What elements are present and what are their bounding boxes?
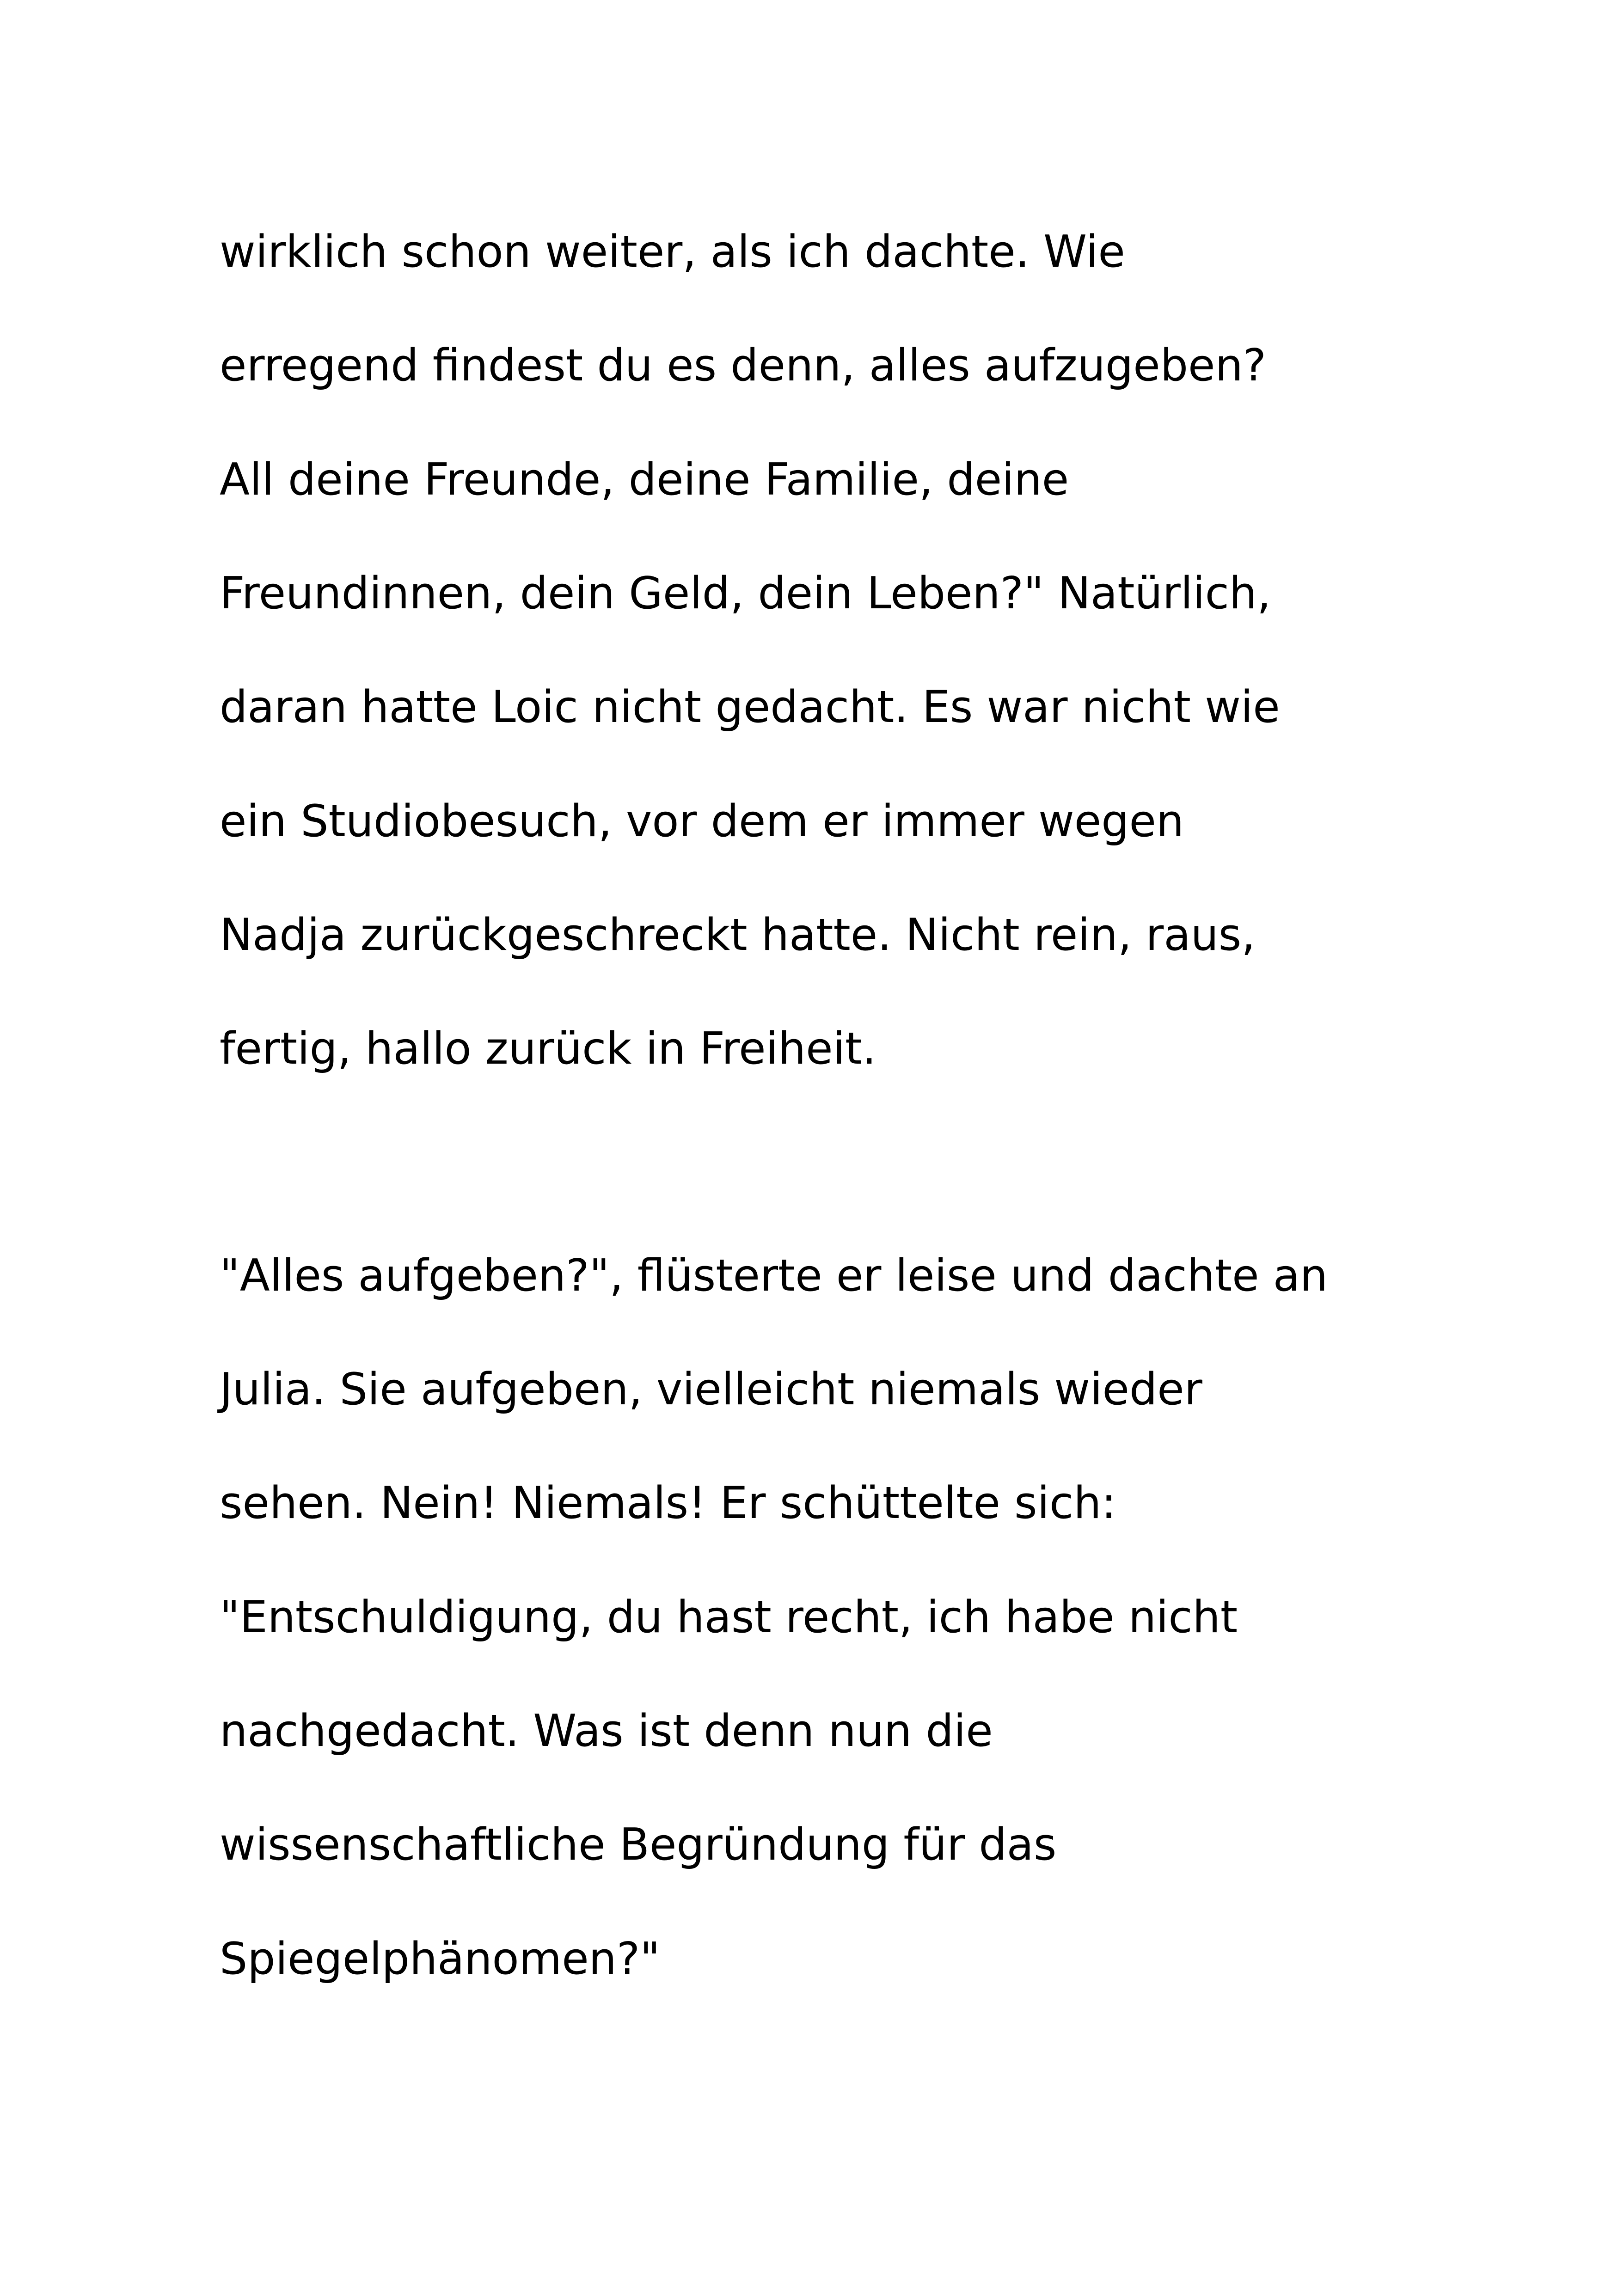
text-line: Freundinnen, dein Geld, dein Leben?" Natürlich, — [220, 568, 1271, 619]
text-line: All deine Freunde, deine Familie, deine — [220, 454, 1069, 505]
text-line: sehen. Nein! Niemals! Er schüttelte sich: — [220, 1478, 1116, 1529]
text-line: fertig, hallo zurück in Freiheit. — [220, 1023, 876, 1074]
text-line: erregend findest du es denn, alles aufzugeben? — [220, 340, 1267, 391]
text-line: "Alles aufgeben?", flüsterte er leise und dachte an — [220, 1250, 1328, 1301]
text-line: Nadja zurückgeschreckt hatte. Nicht rein, raus, — [220, 910, 1256, 961]
text-line: wissenschaftliche Begründung für das — [220, 1819, 1057, 1870]
text-line: Julia. Sie aufgeben, vielleicht niemals wieder — [220, 1364, 1202, 1415]
text-line: wirklich schon weiter, als ich dachte. Wie — [220, 227, 1125, 277]
text-line: "Entschuldigung, du hast recht, ich habe nicht — [220, 1592, 1238, 1643]
text-line: nachgedacht. Was ist denn nun die — [220, 1706, 993, 1757]
text-line: daran hatte Loic nicht gedacht. Es war nicht wie — [220, 682, 1280, 733]
text-line: Spiegelphänomen?" — [220, 1934, 660, 1984]
text-line: ein Studiobesuch, vor dem er immer wegen — [220, 796, 1184, 847]
